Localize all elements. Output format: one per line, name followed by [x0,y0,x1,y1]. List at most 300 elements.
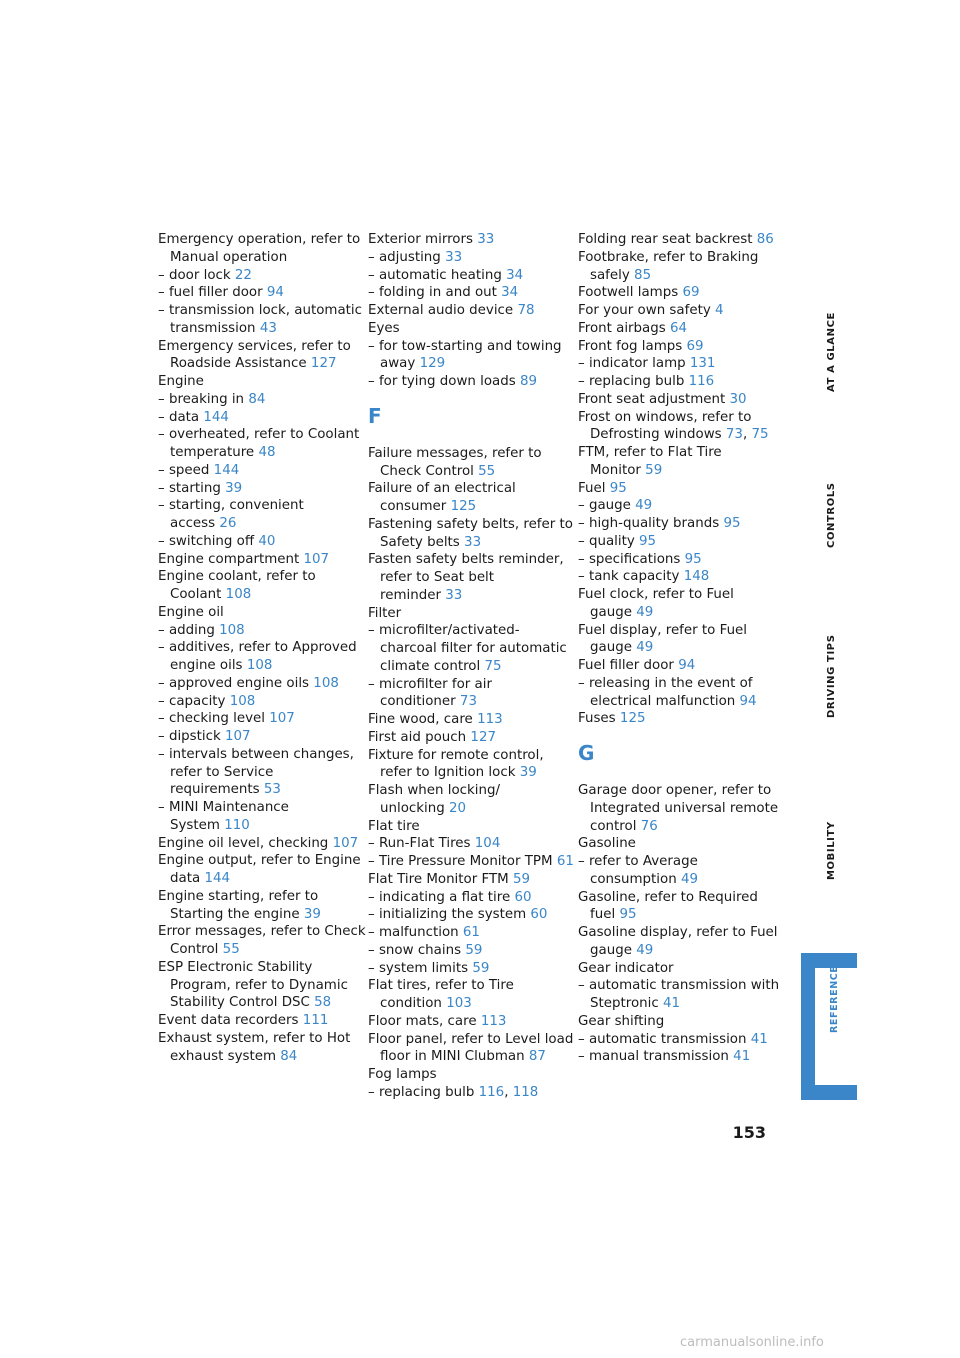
index-entry-text: unlocking [380,800,445,816]
page-reference-link[interactable]: 41 [662,996,681,1011]
index-entry-text: Front fog lamps [578,338,683,354]
index-entry-text: Floor mats, care [368,1013,477,1029]
index-entry [578,818,778,836]
index-entry [578,977,778,995]
index-entry-text: Emergency operation, refer to [158,232,361,247]
index-entry-text: safely [590,267,630,283]
page-reference-link[interactable]: 20 [448,800,467,816]
index-entry-text: refer to Ignition lock [380,765,516,781]
index-entry-text: Garage door opener, refer to [578,783,772,798]
index-entry-text: – adding [158,622,215,638]
index-entry-text: Engine [158,374,204,389]
index-entry-text: – switching off [158,533,255,549]
page-reference-link[interactable]: 111 [302,1013,329,1028]
index-entry [158,710,358,728]
index-entry [578,889,778,907]
index-entry [158,799,358,817]
page-reference-link[interactable]: 131 [689,356,716,372]
index-entry [158,568,358,586]
index-entry [158,533,358,551]
index-entry-text: Fuses [578,711,616,727]
index-entry-text: Error messages, refer to Check [158,924,366,940]
index-entry [158,852,361,870]
index-entry [578,231,778,249]
index-entry-text: Fuel [578,480,606,496]
index-entry-text: – automatic transmission with [578,978,780,994]
index-entry-text: – malfunction [368,925,459,940]
page-reference-link[interactable]: 33 [477,232,495,247]
index-entry-text: – intervals between changes, [158,746,354,762]
index-entry-text: – MINI Maintenance [158,800,289,815]
page-reference-link[interactable]: 84 [280,1048,298,1064]
page-reference-link[interactable]: 125 [619,711,646,727]
index-entry [158,870,358,888]
index-column-3 [578,231,778,1066]
page-reference-link[interactable]: 127 [310,356,337,372]
index-entry-text: climate control [380,658,481,674]
index-entry-text: floor in MINI Clubman [380,1049,525,1065]
index-entry: – replacing bulb 116, 118 [368,1084,539,1100]
index-entry-text: Flash when locking/ [368,783,501,798]
index-entry [158,764,358,782]
index-entry [158,267,358,285]
page-reference-link[interactable]: 107 [332,835,359,851]
page-reference-link[interactable]: 94 [678,658,696,673]
index-entry [578,338,778,356]
page-reference-link[interactable]: 59 [645,462,663,478]
page-reference-link[interactable]: 41 [733,1049,751,1065]
index-entry [368,1048,568,1066]
index-entry-text: Folding rear seat backrest [578,232,753,247]
page-reference-link[interactable]: 41 [750,1031,768,1047]
index-entry [158,1030,358,1048]
index-entry [158,320,358,338]
page-reference-link[interactable]: 76 [640,818,658,834]
page-reference-link[interactable]: 58 [314,995,332,1011]
page-reference-link[interactable]: 53 [263,782,281,798]
index-entry [368,995,568,1013]
index-entry [578,835,778,853]
page-reference-link[interactable]: 113 [480,1013,507,1029]
index-entry-text: consumption [590,871,677,887]
index-entry [158,888,358,906]
index-entry-text: – Run-Flat Tires [368,836,471,852]
index-entry-text: – quality [578,533,635,549]
index-entry-text: – microfilter for air [368,676,492,692]
index-entry [368,800,568,818]
index-entry [368,267,568,285]
index-entry-text: Fasten safety belts reminder, [368,552,564,568]
index-entry [578,533,778,551]
index-entry [368,1031,574,1049]
index-entry-text: – breaking in [158,391,245,407]
index-entry [158,835,358,853]
page-reference-link[interactable]: 144 [204,871,230,886]
index-entry-text: fuel [590,907,616,923]
page-reference-link[interactable]: 39 [519,765,537,781]
index-entry [578,604,778,622]
index-entry-text: Eyes [368,320,400,336]
section-label-reference: REFERENCE [829,965,840,1033]
page-reference-link[interactable]: 69 [682,285,700,301]
page-number: 153 [732,1123,766,1142]
index-entry [368,818,568,836]
index-entry-text: Coolant [170,587,222,602]
page-reference-link[interactable]: 26 [219,516,237,531]
page-reference-link[interactable]: 59 [512,871,530,887]
index-entry-text: requirements [170,782,260,798]
index-entry [368,516,573,534]
page-reference-link[interactable]: 33 [464,534,482,550]
page-reference-link[interactable]: 59 [465,942,483,958]
page-reference-link[interactable]: 89 [520,374,538,389]
index-entry [368,355,568,373]
page-reference-link[interactable]: 75 [484,658,502,674]
index-entry [578,551,778,569]
section-label-driving-tips: DRIVING TIPS [826,634,837,718]
index-entry [578,444,778,462]
index-entry [578,710,778,728]
index-entry [158,728,358,746]
index-entry [158,657,358,675]
index-entry [578,568,778,586]
index-entry [158,444,358,462]
index-entry-text: – starting [158,480,221,496]
index-entry [368,729,568,747]
index-entry-text: Safety belts [380,534,460,550]
index-entry [158,781,358,799]
index-entry-text: External audio device [368,303,514,318]
index-entry-text: access [170,516,216,531]
page-reference-link[interactable]: 55 [222,942,240,957]
index-entry-text: Engine oil [158,604,224,620]
index-entry [578,284,778,302]
index-entry [158,906,358,924]
index-entry [578,302,778,320]
index-entry-text: – initializing the system [368,907,527,923]
page-reference-link[interactable]: 108 [219,622,245,638]
index-entry [158,338,358,356]
index-entry [158,462,358,480]
index-entry [578,800,778,818]
index-entry [578,497,778,515]
index-entry-text: Flat tires, refer to Tire [368,978,514,994]
page-reference-link[interactable]: 108 [313,675,339,691]
index-entry [158,622,358,640]
index-entry [368,498,568,516]
footer-watermark: carmanualsonline.info [680,1335,824,1350]
page-reference-link[interactable]: 4 [715,303,724,318]
index-column-1 [158,231,366,1065]
page-reference-link[interactable]: 95 [619,907,637,923]
page-reference-link[interactable]: 39 [303,906,321,922]
index-entry-text: Gear shifting [578,1013,665,1029]
page-reference-link[interactable]: 60 [514,889,532,905]
index-entry [368,924,568,942]
index-entry-text: Engine compartment [158,551,300,567]
index-entry-text: – automatic transmission [578,1031,747,1047]
index-entry [578,373,778,391]
page-reference-link[interactable]: 125 [450,499,477,514]
index-entry-text: Filter [368,605,402,621]
page-reference-link[interactable]: 48 [258,445,276,460]
index-entry-text: For your own safety [578,303,711,318]
page-reference-link[interactable]: 49 [680,871,699,887]
index-entry-text: Engine oil level, checking [158,835,329,851]
index-entry [158,746,358,764]
page-reference-link[interactable]: 116 [688,374,715,389]
index-entry [578,409,778,427]
page-reference-link[interactable]: 108 [225,587,252,602]
page-reference-link[interactable]: 55 [478,463,496,479]
index-entry-text: gauge [590,604,632,620]
page-reference-link[interactable]: 95 [609,480,627,496]
page-reference-link[interactable]: 60 [530,907,548,923]
page-reference-link[interactable]: 78 [517,303,535,318]
page-reference-link[interactable]: 49 [635,498,653,514]
index-entry-text: – capacity [158,693,226,709]
index-entry [158,941,358,959]
index-entry-text: Fixture for remote control, [368,747,544,763]
page-reference-link[interactable]: 107 [303,551,330,567]
index-entry-text: – transmission lock, automatic [158,303,363,318]
page-reference-link[interactable]: 40 [258,533,276,549]
index-entry [368,373,568,391]
page-reference-link[interactable]: 104 [474,836,501,852]
index-entry-text: Flat Tire Monitor FTM [368,871,509,887]
index-entry-text: – starting, convenient [158,498,304,514]
index-entry [578,586,778,604]
index-entry-text: – indicating a flat tire [368,889,511,905]
index-entry-text: – indicator lamp [578,356,686,372]
index-entry [158,480,358,498]
page-reference-link[interactable]: 73 [459,694,477,710]
index-entry [578,871,778,889]
index-entry [368,569,568,587]
index-entry [158,426,358,444]
index-entry [578,1048,778,1066]
index-entry [368,711,568,729]
index-entry-text: Flat tire [368,818,420,834]
index-entry [158,994,358,1012]
section-label-controls: CONTROLS [826,482,837,548]
index-entry-text: Stability Control DSC [170,995,310,1011]
section-label-at-a-glance: AT A GLANCE [826,312,837,392]
index-entry [578,906,778,924]
page-reference-link[interactable]: 43 [259,320,277,336]
index-entry [368,445,568,463]
index-entry-text: Event data recorders [158,1013,299,1028]
page-reference-link[interactable]: 34 [506,267,524,283]
index-entry [158,515,358,533]
page-reference-link[interactable]: 144 [213,462,240,478]
index-entry-text: away [380,356,416,372]
index-entry [578,267,778,285]
index-entry-text: Defrosting windows [590,427,722,443]
index-entry-text: Exhaust system, refer to Hot [158,1030,351,1046]
index-entry-text: electrical malfunction [590,693,736,709]
page-reference-link[interactable]: 61 [462,925,480,940]
page-reference-link[interactable]: 95 [723,516,741,531]
index-entry [578,942,778,960]
index-entry [158,497,358,515]
index-entry [578,995,778,1013]
page-reference-link[interactable]: 84 [248,391,266,407]
index-entry [578,462,778,480]
index-entry-text: FTM, refer to Flat Tire [578,445,722,460]
index-entry-text: Fuel clock, refer to Fuel [578,587,734,602]
index-entry-text: Floor panel, refer to Level load [368,1031,574,1047]
page-reference-link[interactable]: 22 [234,267,252,283]
index-entry-text: Exterior mirrors [368,232,473,247]
index-entry: Defrosting windows 73, 75 [590,427,769,443]
page-reference-link[interactable]: 110 [224,817,250,833]
index-entry [368,622,568,640]
index-entry-text: exhaust system [170,1048,277,1064]
index-entry-text: control [590,818,637,834]
index-entry-text: Fastening safety belts, refer to [368,516,573,532]
index-entry-text: charcoal filter for automatic [380,641,567,656]
index-column-2 [368,231,574,1102]
page-reference-link[interactable]: 75 [751,427,769,443]
index-entry [578,355,778,373]
index-entry-text: Gasoline display, refer to Fuel [578,925,778,940]
index-entry-text: gauge [590,942,632,958]
page-reference-link[interactable]: 33 [445,587,463,603]
page-reference-link[interactable]: 30 [729,391,747,407]
index-entry [368,977,568,995]
index-entry [578,320,778,338]
index-entry [158,302,363,320]
index-entry-text: Integrated universal remote [590,800,779,816]
index-entry-text: – adjusting [368,249,441,265]
index-entry-text: – folding in and out [368,285,497,301]
page-reference-link[interactable]: 95 [639,533,657,549]
section-heading: G [578,741,595,765]
index-entry [158,693,358,711]
index-entry-text: consumer [380,499,447,514]
page-reference-link[interactable]: 33 [445,249,463,265]
page-reference-link[interactable]: 144 [203,409,229,425]
index-entry [368,1066,568,1084]
index-entry-text: – additives, refer to Approved [158,640,357,656]
page-reference-link[interactable]: 113 [477,712,503,727]
index-entry-text: Check Control [380,463,474,479]
index-entry [578,924,778,942]
index-entry [578,515,778,533]
index-entry-text: – specifications [578,551,681,567]
index-entry-text: refer to Service [170,764,274,780]
index-entry-text: Gasoline [578,836,636,852]
index-entry [578,622,778,640]
index-entry-text: – microfilter/activated- [368,623,520,639]
page-reference-link[interactable]: 61 [556,854,574,869]
index-entry [368,942,568,960]
index-entry-text: – speed [158,462,210,478]
page-reference-link[interactable]: 127 [470,729,496,745]
index-entry-text: data [170,871,201,886]
page-reference-link[interactable]: 148 [683,569,710,585]
page-reference-link[interactable]: 94 [739,693,757,709]
index-entry-text: – tank capacity [578,569,680,585]
index-entry-text: – gauge [578,498,631,514]
index-entry-text: System [170,817,220,833]
index-entry-text: – system limits [368,960,469,976]
index-entry [158,923,366,941]
index-entry [368,871,568,889]
page-reference-link[interactable]: 34 [501,285,519,301]
index-entry-text: Roadside Assistance [170,356,307,372]
index-entry [368,463,568,481]
index-entry [368,534,568,552]
page-reference-link[interactable]: 49 [636,640,654,656]
index-entry-text: Failure of an electrical [368,481,516,497]
page-reference-link[interactable]: 107 [225,729,251,744]
index-entry-text: reminder [380,587,441,603]
index-entry-text: – snow chains [368,942,462,958]
index-entry [368,302,568,320]
index-entry-text: Engine output, refer to Engine [158,853,361,869]
index-entry [368,835,568,853]
page-reference-link[interactable]: 103 [446,996,472,1011]
index-entry-text: conditioner [380,694,456,710]
index-entry-text: refer to Seat belt [380,570,495,585]
index-entry-text: Fine wood, care [368,712,473,727]
index-entry-text: Fog lamps [368,1067,437,1082]
index-entry-text: gauge [590,640,632,656]
page-reference-link[interactable]: 49 [636,942,654,958]
index-entry-text: – automatic heating [368,267,502,283]
index-entry-text: Gasoline, refer to Required [578,889,758,905]
index-entry [368,764,568,782]
index-entry [158,1012,358,1030]
index-entry [578,960,778,978]
page-reference-link[interactable]: 87 [528,1049,546,1065]
page-reference-link[interactable]: 64 [670,320,688,336]
index-entry [158,284,358,302]
page-reference-link[interactable]: 73 [725,427,743,443]
page-reference-link[interactable]: 49 [636,604,654,620]
index-entry [368,338,568,356]
page-reference-link[interactable]: 95 [684,551,702,567]
page-reference-link[interactable]: 107 [269,711,295,727]
page-reference-link[interactable]: 94 [266,285,284,301]
page-reference-link[interactable]: 129 [419,356,446,372]
index-entry-text: Program, refer to Dynamic [170,977,348,993]
page-reference-link[interactable]: 59 [472,960,490,976]
page-reference-link[interactable]: 39 [225,480,243,496]
page-reference-link[interactable]: 108 [229,693,256,709]
index-entry [578,853,778,871]
index-entry [158,639,358,657]
page-reference-link[interactable]: 86 [756,232,774,247]
index-entry-text: Monitor [590,462,641,478]
page-reference-link[interactable]: 116 [478,1084,505,1100]
index-entry-text: Frost on windows, refer to [578,409,752,425]
index-entry-text: ESP Electronic Stability [158,959,313,975]
index-entry [368,906,568,924]
index-entry-text: Engine starting, refer to [158,888,319,904]
index-entry-text: – replacing bulb [578,374,685,389]
page-reference-link[interactable]: 85 [634,267,652,283]
page-reference-link[interactable]: 69 [686,338,704,354]
index-entry-text: Steptronic [590,996,659,1011]
index-entry [368,249,568,267]
index-entry [158,409,358,427]
index-entry-text: condition [380,996,442,1011]
page-reference-link[interactable]: 108 [246,658,273,673]
page-reference-link[interactable]: 118 [512,1084,539,1100]
